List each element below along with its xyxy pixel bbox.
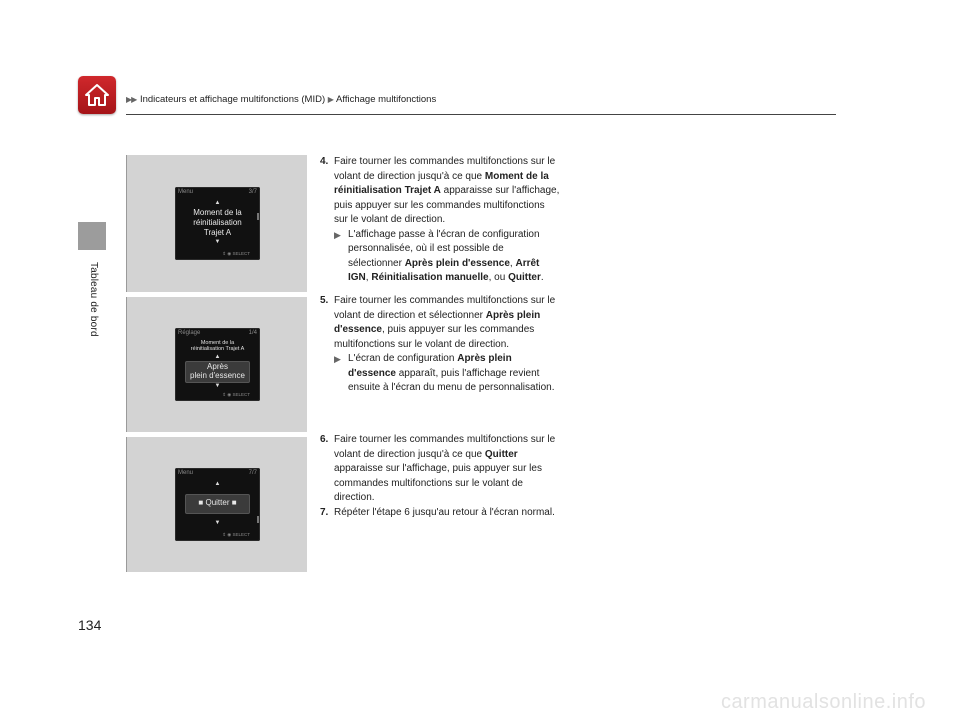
watermark: carmanualsonline.info	[720, 691, 926, 713]
display-image-3	[126, 437, 307, 572]
screen-page-indicator: 7/7	[248, 470, 257, 476]
square-icon: ■	[198, 498, 204, 507]
screen-title-1: Moment de la	[200, 340, 235, 346]
display-image-2	[126, 297, 307, 432]
square-icon: ■	[231, 498, 237, 507]
screen-line-1: Après	[207, 362, 228, 371]
arrow-icon: ▶	[327, 95, 333, 104]
mid-screen-2	[175, 328, 260, 401]
up-arrow-icon: ▲	[214, 481, 221, 487]
display-image-1	[126, 155, 307, 292]
breadcrumb-link-mid[interactable]: Indicateurs et affichage multifonctions (MID)	[139, 94, 326, 105]
step-number: 6.	[320, 434, 329, 445]
screen-settings-label: Réglage	[178, 330, 201, 336]
up-arrow-icon: ▲	[214, 354, 221, 360]
down-arrow-icon: ▼	[214, 239, 221, 245]
section-tab[interactable]	[78, 222, 106, 250]
step-number: 7.	[320, 506, 329, 518]
select-hint: ⇕ ◉ SELECT	[222, 532, 250, 537]
step-5: 5. Faire tourner les commandes multifonctions sur le volant de direction et sélectionner Après plein d'essence, puis appuyer sur les commandes multifonctions sur le volant de direction. ▶ L'écran de configuration Après plein d'essence apparaît, puis l'affichage revient ensuite à l'écran du menu de personnalisation.	[320, 295, 556, 393]
down-arrow-icon: ▼	[214, 383, 221, 389]
screen-line-2: plein d'essence	[190, 371, 245, 380]
breadcrumb-link-display[interactable]: Affichage multifonctions	[336, 94, 437, 105]
home-icon	[84, 82, 110, 108]
up-arrow-icon: ▲	[214, 200, 221, 206]
step-number: 5.	[320, 295, 329, 306]
mid-screen-3	[175, 468, 260, 541]
breadcrumb	[126, 94, 436, 105]
home-button[interactable]	[78, 76, 116, 114]
screen-line-1: Moment de la	[193, 208, 242, 217]
double-arrow-icon: ▶▶	[126, 95, 137, 104]
select-hint: ⇕ ◉ SELECT	[222, 392, 250, 397]
screen-menu-label: Menu	[178, 189, 194, 195]
result-arrow-icon: ▶	[334, 354, 341, 364]
header-rule	[126, 114, 836, 115]
screen-line-1: ■ Quitter ■	[198, 498, 237, 507]
section-label: Tableau de bord	[88, 262, 99, 337]
screen-line-2: réinitialisation	[193, 218, 242, 227]
mid-screen-1	[175, 187, 260, 260]
screen-title-2: réinitialisation Trajet A	[190, 346, 245, 352]
screen-page-indicator: 1/4	[248, 330, 257, 336]
page-number: 134	[78, 617, 102, 633]
step-number: 4.	[320, 156, 329, 167]
screen-page-indicator: 3/7	[248, 189, 257, 195]
scrollbar-indicator	[257, 213, 259, 220]
result-arrow-icon: ▶	[334, 229, 341, 240]
scrollbar-indicator	[257, 516, 259, 523]
select-hint: ⇕ ◉ SELECT	[222, 251, 250, 256]
step-4: 4. Faire tourner les commandes multifonctions sur le volant de direction jusqu'à ce que Moment de la réinitialisation Trajet A apparaisse sur l'affichage, puis appuyer sur les commandes multifonctions sur le volant de direction. ▶ L'affichage passe à l'écran de configuration personnalisée, où il est possible de sélectionner Après plein d'essence, Arrêt IGN, Réinitialisation manuelle, ou Quitter.	[320, 156, 560, 283]
down-arrow-icon: ▼	[214, 520, 221, 526]
step-6: 6. Faire tourner les commandes multifonctions sur le volant de direction jusqu'à ce que Quitter apparaisse sur l'affichage, puis appuyer sur les commandes multifonctions sur le volant de direction. 7. Répéter l'étape 6 jusqu'au retour à l'écran normal.	[320, 433, 560, 520]
screen-line-3: Trajet A	[203, 228, 232, 237]
screen-menu-label: Menu	[178, 470, 194, 476]
